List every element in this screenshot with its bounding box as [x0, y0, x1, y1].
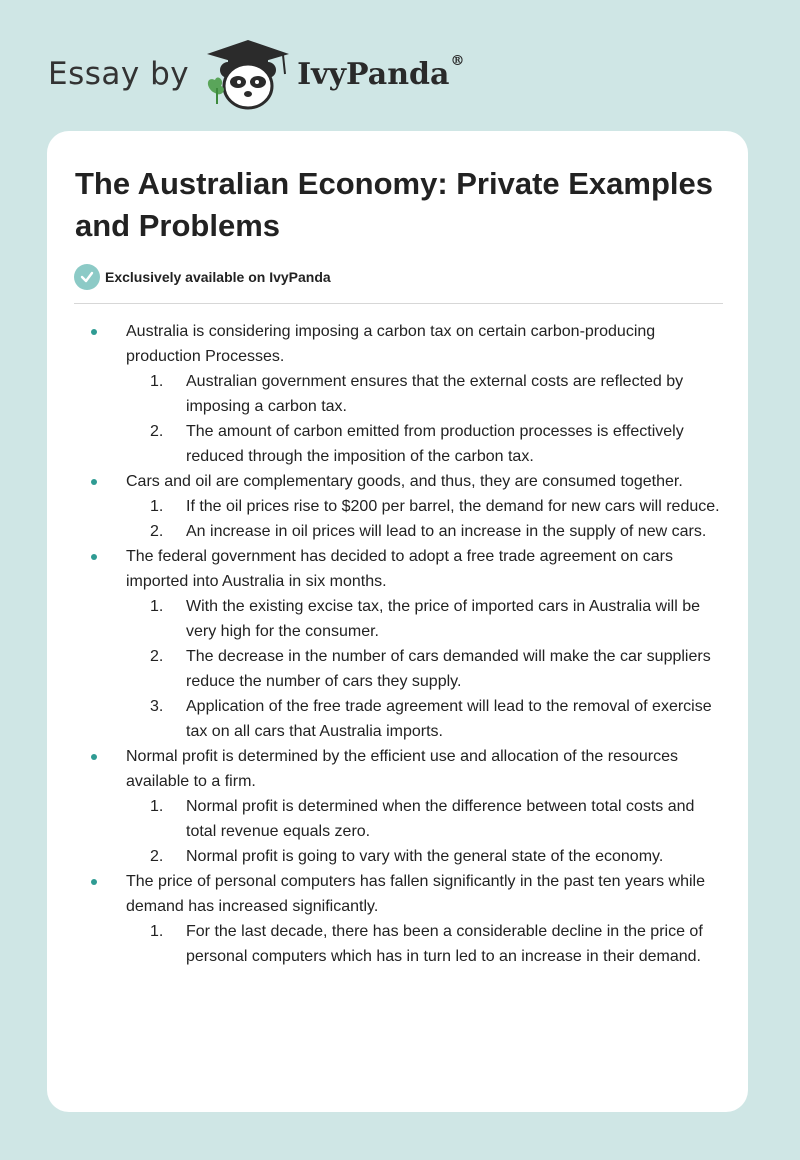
essay-card	[47, 131, 748, 1112]
numbered-item	[126, 369, 725, 419]
item-text: Application of the free trade agreement will lead to the removal of exercise tax on all cars that Australia imports.	[186, 698, 712, 740]
bullet-text: Cars and oil are complementary goods, and thus, they are consumed together.	[126, 473, 683, 490]
page-title: The Australian Economy: Private Examples and Problems	[75, 166, 714, 243]
item-number: 1.	[150, 498, 164, 515]
item-text: The amount of carbon emitted from production processes is effectively reduced through the imposition of the carbon tax.	[186, 423, 684, 465]
bullet-text: The price of personal computers has fallen significantly in the past ten years while demand has increased significantly.	[126, 873, 705, 915]
exclusive-badge	[74, 264, 331, 290]
item-number: 1.	[150, 798, 164, 815]
bullet-text: Normal profit is determined by the efficient use and allocation of the resources available to a firm.	[126, 748, 678, 790]
brand-header	[48, 34, 464, 114]
item-text: For the last decade, there has been a considerable decline in the price of personal computers which has in turn led to an increase in their demand.	[186, 923, 703, 965]
badge-text: Exclusively available on IvyPanda	[105, 269, 331, 285]
divider	[74, 303, 723, 304]
numbered-list	[126, 794, 725, 869]
brand-prefix: Essay by	[48, 56, 190, 92]
bullet-item	[75, 744, 725, 869]
numbered-item	[126, 844, 725, 869]
numbered-item	[126, 494, 725, 519]
item-number: 3.	[150, 698, 164, 715]
bullet-item	[75, 469, 725, 544]
numbered-item	[126, 419, 725, 469]
brand-name: IvyPanda®	[297, 52, 465, 92]
numbered-item	[126, 644, 725, 694]
item-text: An increase in oil prices will lead to an increase in the supply of new cars.	[186, 523, 707, 540]
item-number: 1.	[150, 373, 164, 390]
item-number: 2.	[150, 523, 164, 540]
numbered-list	[126, 494, 725, 544]
numbered-item	[126, 694, 725, 744]
item-number: 1.	[150, 923, 164, 940]
bullet-item	[75, 544, 725, 744]
item-text: With the existing excise tax, the price of imported cars in Australia will be very high for the consumer.	[186, 598, 700, 640]
essay-content	[75, 319, 725, 969]
bullet-item	[75, 869, 725, 969]
numbered-item	[126, 594, 725, 644]
panda-logo-icon	[203, 34, 293, 114]
item-number: 1.	[150, 598, 164, 615]
bullet-text: Australia is considering imposing a carbon tax on certain carbon-producing production Processes.	[126, 323, 656, 365]
numbered-list	[126, 369, 725, 469]
numbered-list	[126, 594, 725, 744]
item-number: 2.	[150, 648, 164, 665]
numbered-item	[126, 919, 725, 969]
numbered-item	[126, 519, 725, 544]
item-number: 2.	[150, 423, 164, 440]
item-number: 2.	[150, 848, 164, 865]
bullet-list	[75, 319, 725, 969]
item-text: If the oil prices rise to $200 per barrel, the demand for new cars will reduce.	[186, 498, 720, 515]
bullet-item	[75, 319, 725, 469]
registered-mark: ®	[450, 52, 465, 69]
numbered-item	[126, 794, 725, 844]
item-text: Australian government ensures that the external costs are reflected by imposing a carbon tax.	[186, 373, 684, 415]
numbered-list	[126, 919, 725, 969]
bullet-text: The federal government has decided to adopt a free trade agreement on cars imported into Australia in six months.	[126, 548, 674, 590]
checkmark-icon	[74, 264, 100, 290]
item-text: Normal profit is determined when the difference between total costs and total revenue equals zero.	[186, 798, 695, 840]
item-text: Normal profit is going to vary with the general state of the economy.	[186, 848, 664, 865]
item-text: The decrease in the number of cars demanded will make the car suppliers reduce the number of cars they supply.	[186, 648, 711, 690]
